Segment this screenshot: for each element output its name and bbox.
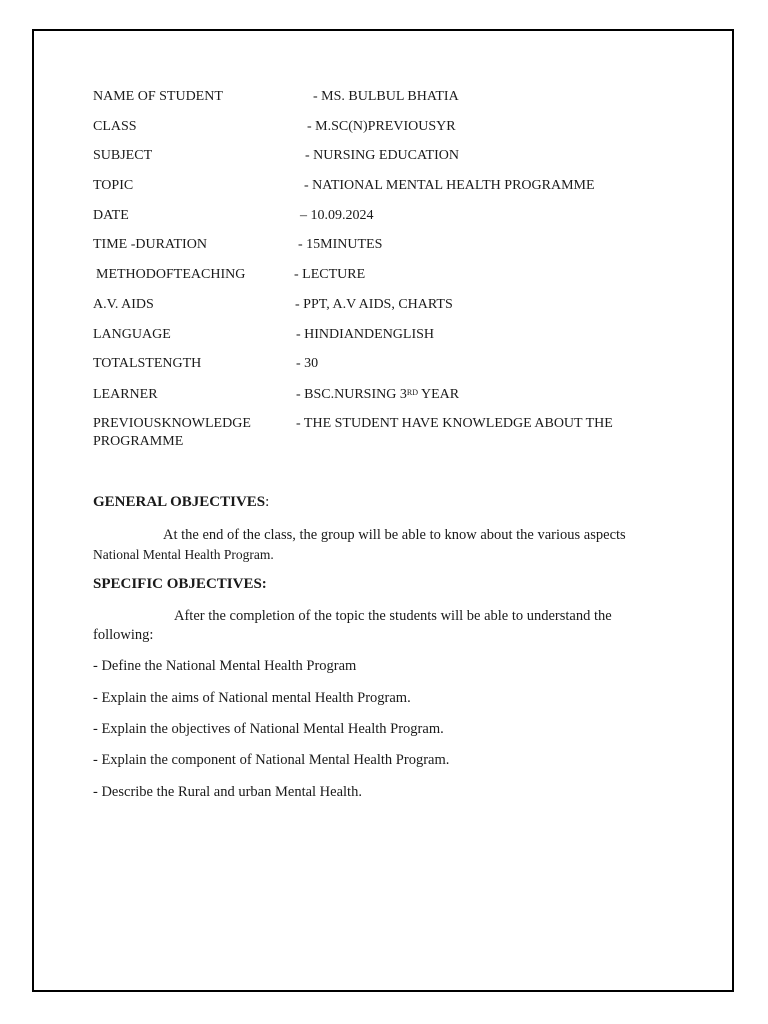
info-value: – 10.09.2024 — [300, 208, 374, 223]
specific-objectives-heading: SPECIFIC OBJECTIVES: — [93, 576, 267, 592]
objective-item: - Explain the aims of National mental Health Program. — [93, 690, 411, 706]
info-value: - 15MINUTES — [298, 237, 383, 252]
info-value: - THE STUDENT HAVE KNOWLEDGE ABOUT THE — [296, 416, 613, 431]
info-label: DATE — [93, 208, 129, 223]
info-label-line2: PROGRAMME — [93, 434, 184, 449]
info-label: PREVIOUSKNOWLEDGE — [93, 416, 251, 431]
info-label: LEARNER — [93, 387, 158, 402]
learner-superscript: RD — [406, 388, 418, 397]
info-value: - LECTURE — [294, 267, 366, 282]
info-label: LANGUAGE — [93, 327, 171, 342]
learner-prefix: - BSC.NURSING 3 — [296, 387, 407, 402]
info-label: TIME -DURATION — [93, 237, 207, 252]
specific-objectives-paragraph — [93, 607, 673, 645]
general-objectives-line2-end: . — [270, 547, 274, 562]
general-objectives-heading — [93, 494, 269, 511]
specific-objectives-line2: following: — [93, 627, 154, 643]
general-objectives-paragraph — [93, 526, 673, 564]
info-value — [296, 386, 459, 403]
objective-item: - Describe the Rural and urban Mental Health. — [93, 784, 362, 800]
info-label: METHODOFTEACHING — [96, 267, 246, 282]
info-value: - MS. BULBUL BHATIA — [313, 89, 459, 104]
info-label: TOPIC — [93, 178, 134, 193]
info-label: CLASS — [93, 119, 137, 134]
objective-item: - Define the National Mental Health Program — [93, 658, 357, 674]
info-value: - NATIONAL MENTAL HEALTH PROGRAMME — [304, 178, 595, 193]
general-objectives-line1: At the end of the class, the group will be able to know about the various aspects — [163, 527, 626, 543]
info-value: - 30 — [296, 356, 319, 371]
info-label: TOTALSTENGTH — [93, 356, 202, 371]
objective-item: - Explain the component of National Mental Health Program. — [93, 752, 450, 768]
info-label: SUBJECT — [93, 148, 153, 163]
info-value: - M.SC(N)PREVIOUSYR — [307, 119, 456, 134]
info-value: - HINDIANDENGLISH — [296, 327, 435, 342]
general-objectives-line2: National Mental Health Program — [93, 547, 271, 562]
info-label: A.V. AIDS — [93, 297, 154, 312]
general-objectives-line2-wrap — [93, 545, 673, 564]
learner-suffix: YEAR — [417, 387, 460, 402]
heading-colon: : — [265, 494, 270, 510]
info-label: NAME OF STUDENT — [93, 89, 223, 104]
info-value: - NURSING EDUCATION — [305, 148, 459, 163]
info-value: - PPT, A.V AIDS, CHARTS — [295, 297, 453, 312]
heading-text: GENERAL OBJECTIVES — [93, 494, 266, 510]
specific-objectives-line1: After the completion of the topic the students will be able to understand the — [174, 608, 612, 624]
objective-item: - Explain the objectives of National Mental Health Program. — [93, 721, 444, 737]
